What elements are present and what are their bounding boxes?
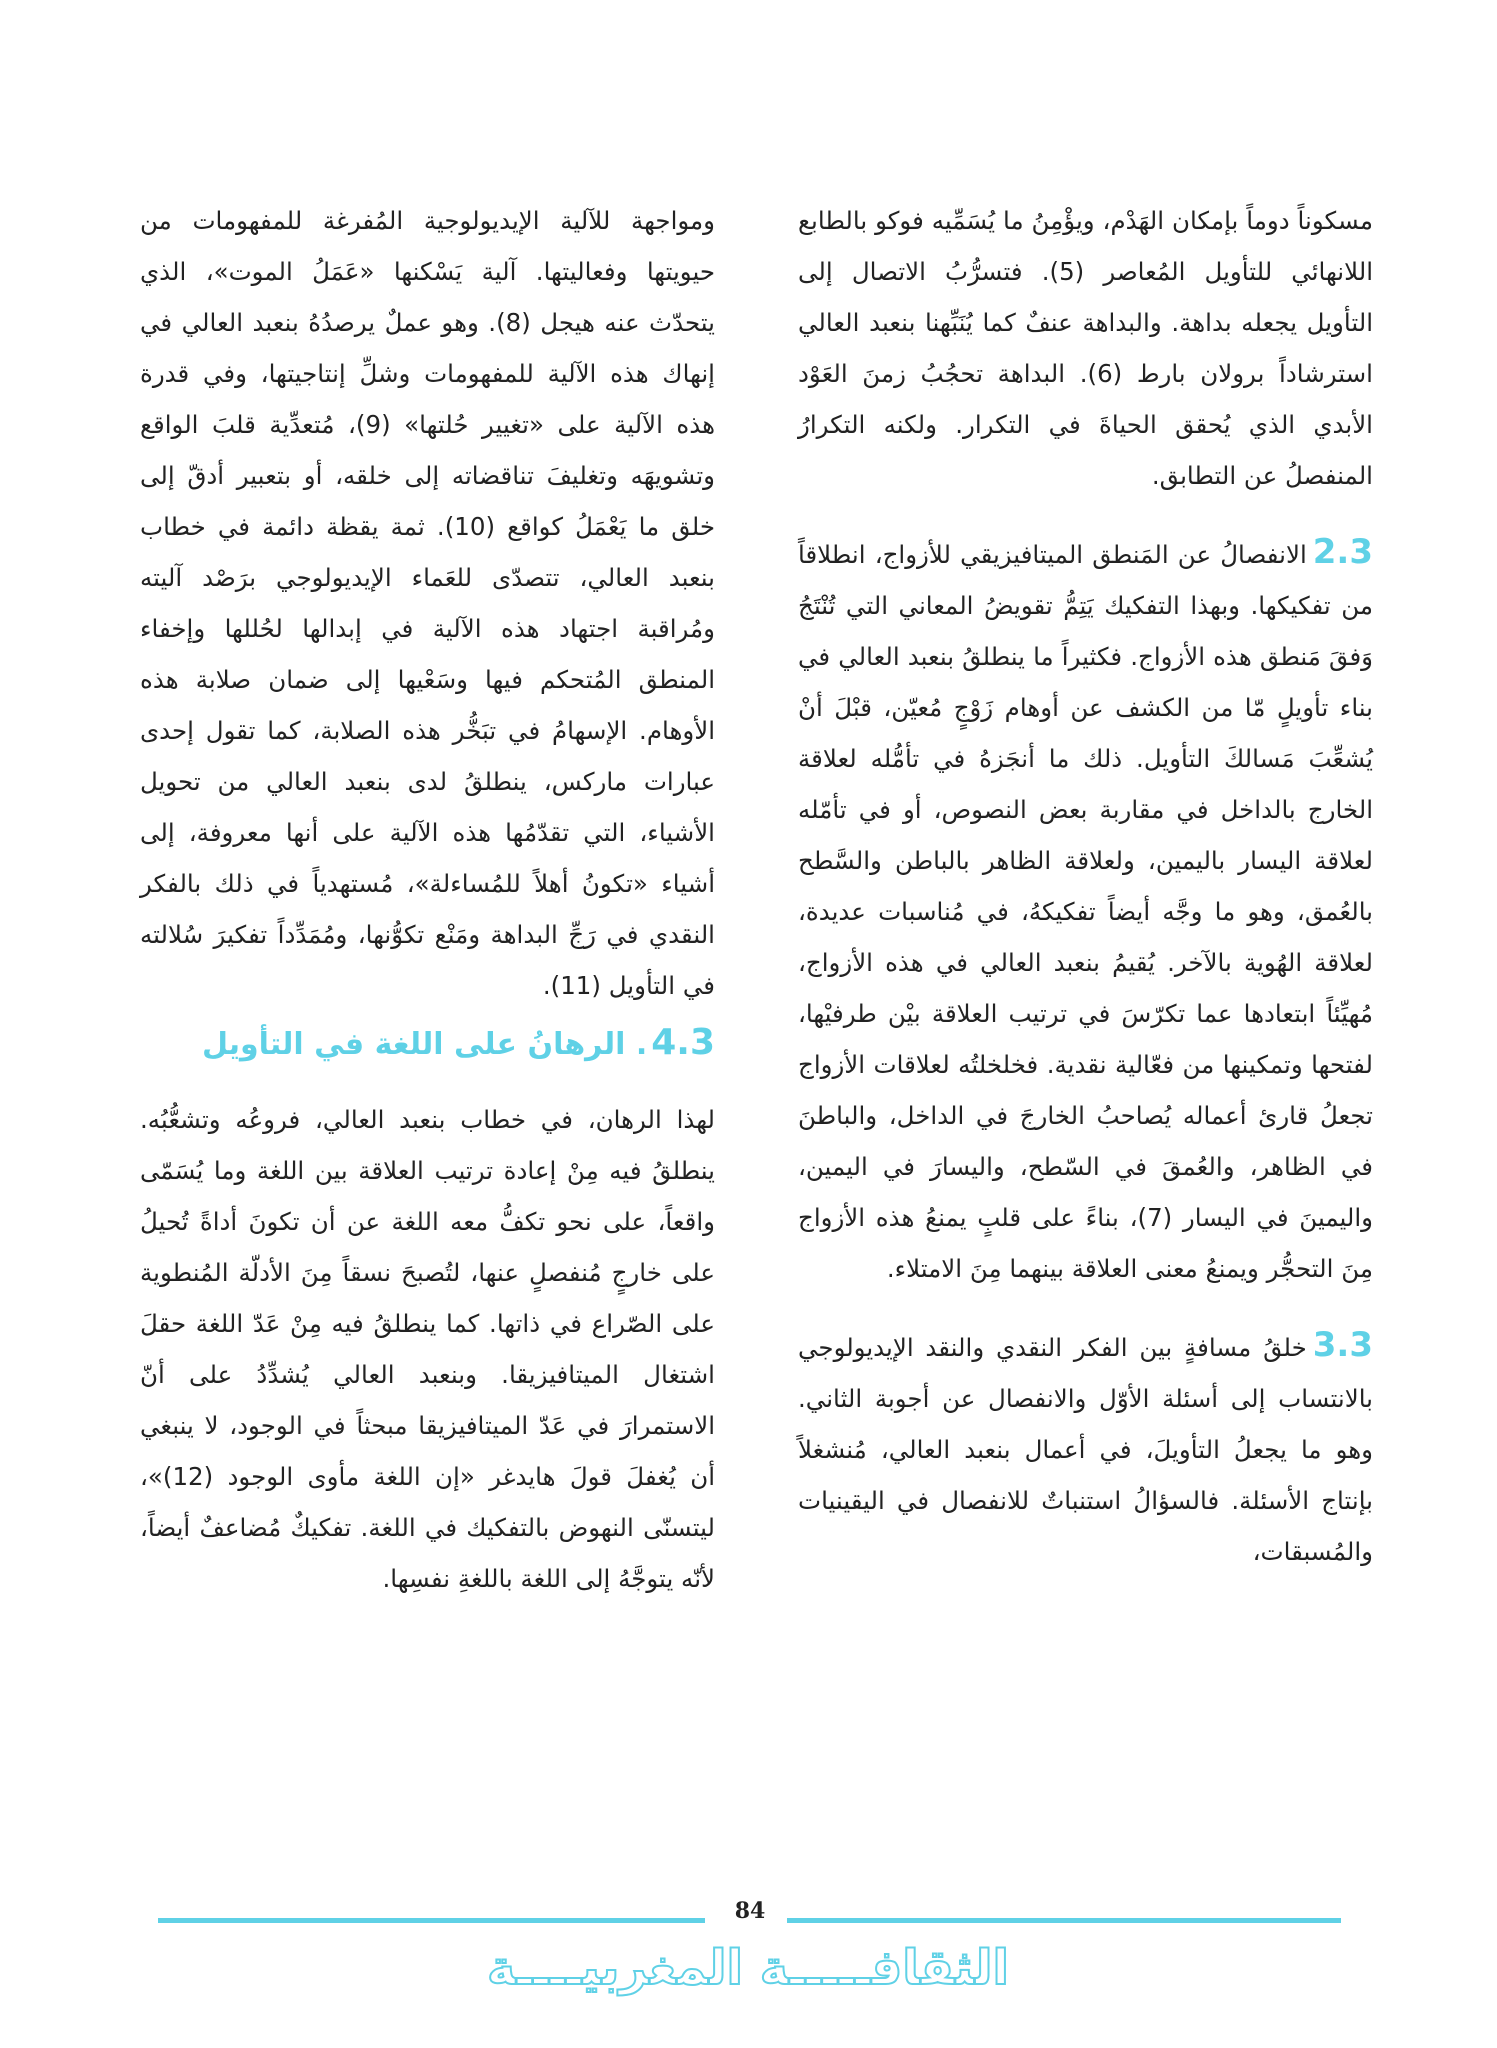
section-number: 3.3	[1312, 1325, 1373, 1365]
paragraph-continuation: ومواجهة للآلية الإيديولوجية المُفرغة للمفهومات من حيويتها وفعاليتها. آلية يَسْكنها «عَمَلُ الموت»، الذي يتحدّث عنه هيجل (8). وهو عملٌ يرصدُهُ بنعبد العالي في إنهاك هذه الآلية للمفهومات وشلِّ إنتاجيتها، وفي قدرة هذه الآلية على «تغيير حُلتها» (9)، مُتعدِّية قلبَ الواقع وتشويهَه وتغليفَ تناقضاته إلى خلقه، أو بتعبير أدقّ إلى خلق ما يَعْمَلُ كواقع (10). ثمة يقظة دائمة في خطاب بنعبد العالي، تتصدّى للعَماء الإيديولوجي برَصْد آليته ومُراقبة اجتهاد هذه الآلية في إبدالها لحُللها وإخفاء المنطق المُتحكم فيها وسَعْيها إلى ضمان صلابة هذه الأوهام. الإسهامُ في تبَخُّر هذه الصلابة، كما تقول إحدى عبارات ماركس، ينطلقُ لدى بنعبد العالي من تحويل الأشياء، التي تقدّمُها هذه الآلية على أنها معروفة، إلى أشياء «تكونُ أهلاً للمُساءلة»، مُستهدياً في ذلك بالفكر النقدي في رَجِّ البداهة ومَنْع تكوُّنها، ومُمَدِّداً تفكيرَ سُلالته في التأويل (11).	[140, 206, 715, 1000]
paragraph-continuation: مسكوناً دوماً بإمكان الهَدْم، ويؤْمِنُ ما يُسَمِّيه فوكو بالطابع اللانهائي للتأويل المُعاصر (5). فتسرُّبُ الاتصال إلى التأويل يجعله بداهة. والبداهة عنفٌ كما يُنَبِّهنا بنعبد العالي استرشاداً برولان بارط (6). البداهة تحجُبُ زمنَ العَوْد الأبدي الذي يُحقق الحياةَ في التكرار. ولكنه التكرارُ المنفصلُ عن التطابق.	[798, 206, 1373, 490]
section-number: 2.3	[1312, 532, 1373, 572]
section-text: خلقُ مسافةٍ بين الفكر النقدي والنقد الإيديولوجي بالانتساب إلى أسئلة الأوّل والانفصال عن أجوبة الثاني. وهو ما يجعلُ التأويلَ، في أعمال بنعبد العالي، مُنشغلاً بإنتاج الأسئلة. فالسؤالُ استنباتٌ للانفصال في اليقينيات والمُسبقات،	[798, 1333, 1373, 1566]
section-text: الانفصالُ عن المَنطق الميتافيزيقي للأزواج، انطلاقاً من تفكيكها. وبهذا التفكيك يَتِمُّ تقويضُ المعاني التي تُنْتَجُ وَفقَ مَنطق هذه الأزواج. فكثيراً ما ينطلقُ بنعبد العالي في بناء تأويلٍ مّا من الكشف عن أوهام زَوْجٍ مُعيّن، قبْلَ أنْ يُشعِّبَ مَسالكَ التأويل. ذلك ما أنجَزهُ في تأمُّله لعلاقة الخارج بالداخل في مقاربة بعض النصوص، أو في تأمّله لعلاقة اليسار باليمين، ولعلاقة الظاهر بالباطن والسَّطح بالعُمق، وهو ما وجَّه أيضاً تفكيكهُ، في مُناسبات عديدة، لعلاقة الهُوية بالآخر. يُقيمُ بنعبد العالي في هذه الأزواج، مُهيِّئاً ابتعادها عما تكرّسَ في ترتيب العلاقة بيْن طرفيْها، لفتحها وتمكينها من فعّالية نقدية. فخلخلتُه لعلاقات الأزواج تجعلُ قارئ أعماله يُصاحبُ الخارجَ في الداخل، والباطنَ في الظاهر، والعُمقَ في السّطح، واليسارَ في اليمين، واليمينَ في اليسار (7)، بناءً على قلبٍ يمنعُ هذه الأزواج مِنَ التحجُّر ويمنعُ معنى العلاقة بينهما مِنَ الامتلاء.	[798, 540, 1374, 1283]
page-number: 84	[734, 1898, 766, 1924]
footer-rule-right	[787, 1918, 1341, 1923]
section-3-3	[798, 1320, 1373, 1577]
left-column	[140, 195, 715, 1604]
section-number: 4.3	[651, 1022, 715, 1063]
paragraph: لهذا الرهان، في خطاب بنعبد العالي، فروعُه وتشعُّبُه. ينطلقُ فيه مِنْ إعادة ترتيب العلاقة بين اللغة وما يُسَمّى واقعاً، على نحو تكفُّ معه اللغة عن أن تكونَ أداةً تُحيلُ على خارجٍ مُنفصلٍ عنها، لتُصبحَ نسقاً مِنَ الأدلّة المُنطوية على الصّراع في ذاتها. كما ينطلقُ فيه مِنْ عَدّ اللغة حقلَ اشتغال الميتافيزيقا. وبنعبد العالي يُشدِّدُ على أنّ الاستمرارَ في عَدّ الميتافيزيقا مبحثاً في الوجود، لا ينبغي أن يُغفلَ قولَ هايدغر «إن اللغة مأوى الوجود (12)»، ليتسنّى النهوض بالتفكيك في اللغة. تفكيكٌ مُضاعفٌ أيضاً، لأنّه يتوجَّهُ إلى اللغة باللغةِ نفسِها.	[140, 1105, 715, 1593]
footer-rule-left	[158, 1918, 705, 1923]
section-2-3	[798, 527, 1373, 1294]
section-title: الرهانُ على اللغة في التأويل	[201, 1027, 626, 1062]
right-column	[798, 195, 1373, 1577]
journal-logo: الثقافـــــة المغربيــــة	[487, 1940, 1009, 1996]
section-heading-4-3: 4.3. الرهانُ على اللغة في التأويل	[201, 1022, 715, 1063]
